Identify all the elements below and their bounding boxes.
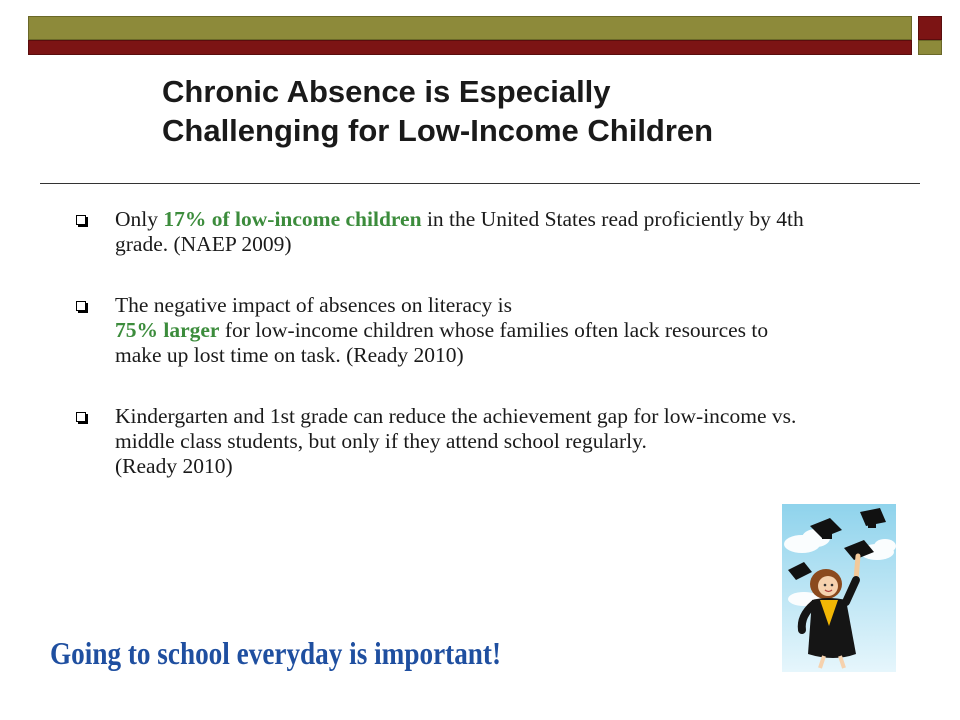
header-bar-red <box>28 40 912 55</box>
checkbox-bullet-icon <box>76 301 86 311</box>
bullet-text: for low-income children whose families often lack resources to make up lost time on task. (Ready 2010) <box>115 318 769 367</box>
graduate-icon <box>782 504 896 672</box>
title-divider <box>40 183 920 184</box>
bullet-text: in the United States read proficiently by 4th grade. (NAEP 2009) <box>115 207 804 256</box>
bullet-item <box>76 207 806 257</box>
corner-block-red <box>918 16 942 40</box>
footer-message: Going to school everyday is important! <box>50 635 502 671</box>
bullet-highlight: 75% larger <box>115 318 220 342</box>
corner-block-olive <box>918 40 942 55</box>
slide-title <box>162 72 862 150</box>
bullet-text: Kindergarten and 1st grade can reduce the achievement gap for low-income vs. middle class students, but only if they attend school regularly. <box>115 404 797 453</box>
bullet-citation: (Ready 2010) <box>115 454 233 478</box>
checkbox-bullet-icon <box>76 412 86 422</box>
checkbox-bullet-icon <box>76 215 86 225</box>
bullet-list <box>76 207 806 479</box>
bullet-highlight: 17% of low-income children <box>163 207 422 231</box>
title-line-2: Challenging for Low-Income Children <box>162 113 714 148</box>
title-line-1: Chronic Absence is Especially <box>162 74 611 109</box>
bullet-item <box>76 293 806 368</box>
bullet-text: Only <box>115 207 164 231</box>
bullet-text: The negative impact of absences on literacy is <box>115 293 512 317</box>
header-bar-olive <box>28 16 912 40</box>
bullet-item <box>76 404 806 479</box>
